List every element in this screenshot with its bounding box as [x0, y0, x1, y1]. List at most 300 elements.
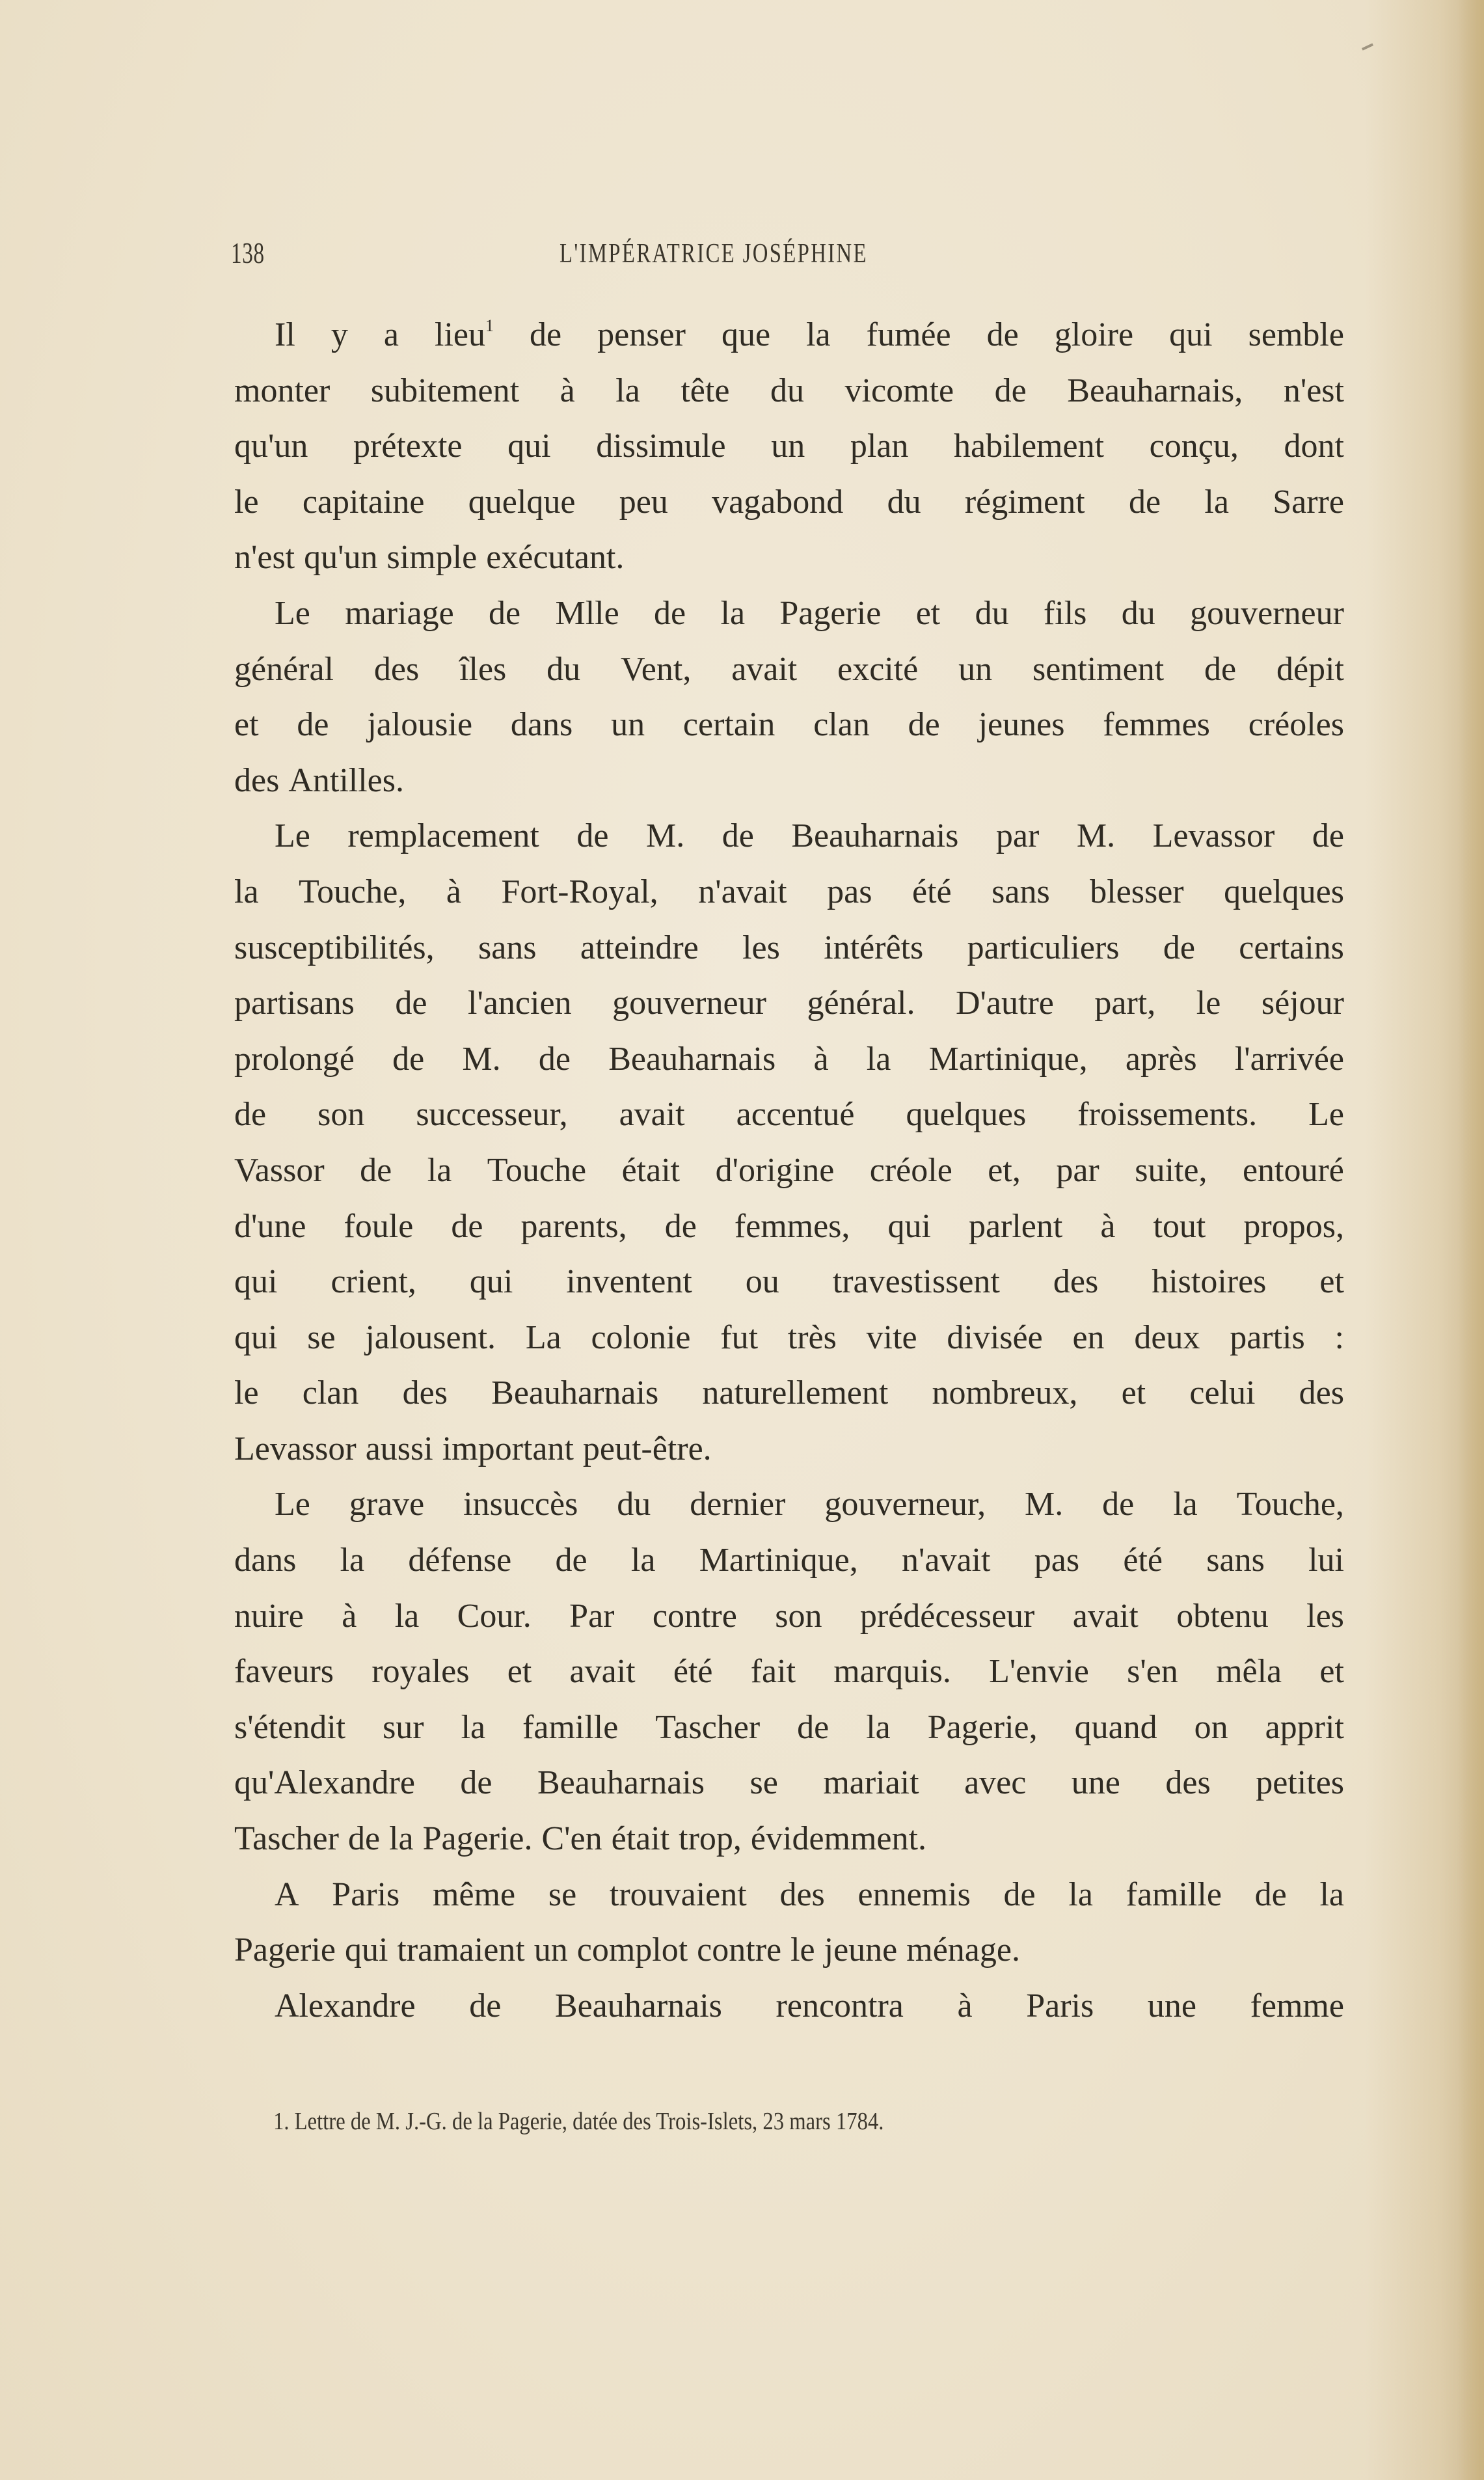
- word: Tascher: [655, 1708, 761, 1746]
- body-text: [234, 307, 1344, 2034]
- word: de: [654, 594, 686, 632]
- word: Fort-Royal,: [501, 873, 658, 910]
- word: Beauharnais: [791, 817, 959, 855]
- word: lieu$^1$: [435, 316, 494, 353]
- word: propos,: [1243, 1207, 1344, 1245]
- word: son: [317, 1096, 365, 1134]
- text-line: [234, 1143, 1344, 1199]
- word: nuire: [234, 1597, 304, 1635]
- word: sentiment: [1032, 650, 1165, 688]
- word: lui: [1308, 1542, 1344, 1579]
- word: et: [1319, 1263, 1344, 1301]
- word: plan: [850, 428, 909, 465]
- word: naturellement: [702, 1374, 889, 1412]
- word: prolongé: [234, 1040, 355, 1078]
- word: subitement: [370, 372, 520, 409]
- word: les: [742, 929, 780, 966]
- word: après: [1125, 1040, 1197, 1078]
- word: général.: [807, 985, 915, 1022]
- word: certains: [1239, 929, 1344, 966]
- word: et: [234, 706, 259, 744]
- text-line: [234, 1644, 1344, 1700]
- word: de: [1003, 1875, 1036, 1913]
- word: la: [1204, 483, 1229, 521]
- word: une: [1071, 1764, 1120, 1802]
- word: de: [297, 706, 329, 744]
- text-line: [234, 1254, 1344, 1310]
- word: Touche: [487, 1151, 587, 1189]
- word: parents,: [520, 1207, 627, 1245]
- word: royales: [371, 1653, 470, 1691]
- word: crient,: [331, 1263, 416, 1301]
- text-line: [234, 753, 1344, 809]
- word: important: [442, 1430, 574, 1467]
- text-line: [234, 1588, 1344, 1644]
- word: de: [469, 1987, 502, 2024]
- word: Sarre: [1273, 483, 1344, 521]
- text-line: [234, 1533, 1344, 1588]
- word: contre: [652, 1597, 737, 1635]
- text-line: [234, 474, 1344, 530]
- word: Touche,: [1236, 1486, 1344, 1523]
- word: Le: [1308, 1096, 1344, 1134]
- word: créole: [869, 1151, 952, 1189]
- word: qui: [469, 1263, 513, 1301]
- word: et: [507, 1653, 532, 1691]
- word: mêla: [1216, 1653, 1282, 1691]
- word: fut: [720, 1318, 759, 1356]
- word: deux: [1134, 1318, 1200, 1356]
- word: la: [427, 1151, 452, 1189]
- word: femme: [1250, 1987, 1344, 2024]
- word: la: [394, 1597, 420, 1635]
- word: la: [720, 594, 746, 632]
- word: de: [234, 1096, 267, 1134]
- word: Mlle: [555, 594, 619, 632]
- word: froissements.: [1077, 1096, 1258, 1134]
- word: peut-être.: [582, 1430, 712, 1467]
- word: la: [630, 1542, 656, 1579]
- word: conçu,: [1149, 428, 1239, 465]
- word: régiment: [964, 483, 1085, 521]
- text-line: [234, 1310, 1344, 1366]
- word: gouverneur: [1190, 594, 1344, 632]
- word: celui: [1189, 1374, 1256, 1412]
- word: avait: [569, 1653, 636, 1691]
- word: été: [912, 873, 952, 910]
- word: dissimule: [596, 428, 726, 465]
- word: jeune: [824, 1931, 898, 1969]
- word: la: [340, 1542, 365, 1579]
- word: :: [1334, 1318, 1344, 1356]
- word: aussi: [365, 1430, 433, 1467]
- word: ménage.: [906, 1931, 1020, 1969]
- word: avait: [731, 650, 798, 688]
- word: un: [958, 650, 993, 688]
- word: de: [576, 817, 609, 855]
- word: qu'Alexandre: [234, 1764, 415, 1802]
- word: la: [1068, 1875, 1093, 1913]
- text-line: [234, 307, 1344, 363]
- word: un: [533, 1931, 568, 1969]
- word: jalousie: [367, 706, 473, 744]
- word: gloire: [1054, 316, 1134, 353]
- word: le: [234, 1374, 259, 1412]
- word: se: [749, 1764, 778, 1802]
- word: d'origine: [715, 1151, 835, 1189]
- word: atteindre: [580, 929, 699, 966]
- word: avait: [619, 1096, 685, 1134]
- text-line: [234, 1922, 1344, 1978]
- word: de: [460, 1764, 492, 1802]
- word: et: [915, 594, 941, 632]
- word: fils: [1043, 594, 1087, 632]
- word: nombreux,: [932, 1374, 1078, 1412]
- page-edge-shadow: [1458, 0, 1484, 2480]
- word: à: [1100, 1207, 1116, 1245]
- word: entouré: [1242, 1151, 1344, 1189]
- word: dépit: [1276, 650, 1344, 688]
- word: de: [347, 1820, 381, 1858]
- word: gouverneur: [612, 985, 766, 1022]
- word: à: [813, 1040, 829, 1078]
- word: habilement: [954, 428, 1105, 465]
- word: divisée: [947, 1318, 1043, 1356]
- word: qui: [234, 1318, 278, 1356]
- word: que: [721, 316, 771, 353]
- word: suite,: [1135, 1151, 1207, 1189]
- word: Levassor: [234, 1430, 357, 1467]
- text-line: [234, 1700, 1344, 1756]
- word: trouvaient: [609, 1875, 747, 1913]
- text-line: [234, 586, 1344, 642]
- running-title: L'IMPÉRATRICE JOSÉPHINE: [560, 239, 868, 269]
- page-number: 138: [231, 236, 265, 269]
- word: à: [446, 873, 461, 910]
- word: et: [1121, 1374, 1146, 1412]
- word: travestissent: [832, 1263, 1000, 1301]
- word: d'une: [234, 1207, 306, 1245]
- word: Martinique,: [699, 1542, 858, 1579]
- word: partisans: [234, 985, 355, 1022]
- word: n'avait: [902, 1542, 991, 1579]
- word: D'autre: [956, 985, 1054, 1022]
- word: de: [1254, 1875, 1287, 1913]
- word: n'est: [1283, 372, 1344, 409]
- word: pas: [827, 873, 872, 910]
- word: ou: [745, 1263, 779, 1301]
- word: La: [525, 1318, 561, 1356]
- word: Vent,: [621, 650, 692, 688]
- word: Beauharnais: [608, 1040, 776, 1078]
- word: très: [787, 1318, 837, 1356]
- word: rencontra: [776, 1987, 904, 2024]
- word: en: [1072, 1318, 1105, 1356]
- word: quelque: [468, 483, 576, 521]
- word: M.: [646, 817, 685, 855]
- word: qui: [344, 1931, 388, 1969]
- word: de: [530, 316, 562, 353]
- word: Pagerie,: [927, 1708, 1038, 1746]
- word: son: [775, 1597, 822, 1635]
- word: général: [234, 650, 334, 688]
- word: parlent: [968, 1207, 1063, 1245]
- word: de: [395, 985, 427, 1022]
- word: de: [1163, 929, 1195, 966]
- word: la: [461, 1708, 486, 1746]
- word: des: [1165, 1764, 1211, 1802]
- word: ennemis: [857, 1875, 971, 1913]
- word: clan: [813, 706, 870, 744]
- word: était: [621, 1151, 681, 1189]
- word: Beauharnais,: [1067, 372, 1243, 409]
- text-line: [234, 1477, 1344, 1533]
- word: la: [1319, 1875, 1344, 1913]
- word: semble: [1248, 316, 1344, 353]
- word: C'en: [541, 1820, 602, 1858]
- word: n'est: [234, 539, 295, 577]
- word: de: [722, 817, 754, 855]
- word: un: [611, 706, 645, 744]
- word: Pagerie: [234, 1931, 336, 1969]
- text-line: [234, 363, 1344, 419]
- word: petites: [1256, 1764, 1344, 1802]
- word: Beauharnais: [491, 1374, 659, 1412]
- word: foule: [344, 1207, 414, 1245]
- text-line: [234, 920, 1344, 976]
- word: et,: [988, 1151, 1021, 1189]
- word: Martinique,: [928, 1040, 1088, 1078]
- word: Il: [275, 316, 295, 353]
- word: capitaine: [302, 483, 425, 521]
- word: se: [307, 1318, 336, 1356]
- word: blesser: [1090, 873, 1184, 910]
- word: s'étendit: [234, 1708, 346, 1746]
- word: la: [866, 1040, 891, 1078]
- word: trop,: [679, 1820, 742, 1858]
- word: famille: [522, 1708, 619, 1746]
- text-line: [234, 697, 1344, 753]
- word: prétexte: [353, 428, 463, 465]
- word: grave: [349, 1486, 425, 1523]
- word: Le: [275, 594, 310, 632]
- word: Touche,: [299, 873, 407, 910]
- text-line: [234, 1978, 1344, 2034]
- word: M.: [1025, 1486, 1064, 1523]
- word: le: [790, 1931, 815, 1969]
- word: femmes,: [734, 1207, 850, 1245]
- word: jalousent.: [365, 1318, 496, 1356]
- word: une: [1147, 1987, 1196, 2024]
- word: le: [234, 483, 259, 521]
- word: été: [1123, 1542, 1163, 1579]
- footnote: 1. Lettre de M. J.-G. de la Pagerie, datée des Trois-Islets, 23 mars 1784.: [273, 2108, 884, 2135]
- word: sans: [478, 929, 537, 966]
- word: sur: [383, 1708, 424, 1746]
- word: mariait: [823, 1764, 919, 1802]
- word: tête: [681, 372, 730, 409]
- word: remplacement: [347, 817, 539, 855]
- word: femmes: [1103, 706, 1210, 744]
- word: la: [389, 1820, 414, 1858]
- word: se: [548, 1875, 577, 1913]
- word: qui: [234, 1263, 278, 1301]
- word: de: [908, 706, 940, 744]
- word: a: [383, 316, 399, 353]
- word: jeunes: [978, 706, 1065, 744]
- word: Antilles.: [288, 761, 404, 799]
- word: particuliers: [967, 929, 1120, 966]
- word: Tascher: [234, 1820, 339, 1858]
- word: Beauharnais: [554, 1987, 722, 2024]
- word: du: [770, 372, 804, 409]
- word: pas: [1034, 1542, 1080, 1579]
- text-line: [234, 530, 1344, 586]
- word: l'arrivée: [1234, 1040, 1344, 1078]
- text-line: [234, 1811, 1344, 1867]
- word: qui: [507, 428, 551, 465]
- word: créoles: [1248, 706, 1344, 744]
- text-line: [234, 1365, 1344, 1421]
- word: vagabond: [712, 483, 844, 521]
- word: des: [234, 761, 280, 799]
- word: des: [1299, 1374, 1344, 1412]
- text-line: [234, 1087, 1344, 1143]
- word: A: [275, 1875, 299, 1913]
- word: exécutant.: [486, 539, 625, 577]
- word: quand: [1074, 1708, 1157, 1746]
- word: mariage: [345, 594, 454, 632]
- word: apprit: [1265, 1708, 1344, 1746]
- word: un: [771, 428, 805, 465]
- word: Par: [569, 1597, 615, 1635]
- word: de: [797, 1708, 830, 1746]
- word: fait: [750, 1653, 796, 1691]
- text-line: [234, 808, 1344, 864]
- word: de: [392, 1040, 425, 1078]
- word: de: [1128, 483, 1161, 521]
- text-line: [234, 418, 1344, 474]
- word: Paris: [1026, 1987, 1094, 2024]
- word: sans: [1206, 1542, 1265, 1579]
- word: îles: [459, 650, 507, 688]
- word: du: [975, 594, 1009, 632]
- word: dans: [234, 1542, 297, 1579]
- word: du: [1121, 594, 1155, 632]
- word: vite: [866, 1318, 917, 1356]
- word: du: [617, 1486, 651, 1523]
- word: Alexandre: [275, 1987, 416, 2024]
- word: qu'un: [234, 428, 308, 465]
- footnote-marker: 1: [485, 316, 494, 335]
- word: défense: [408, 1542, 512, 1579]
- text-line: [234, 1199, 1344, 1255]
- word: certain: [682, 706, 776, 744]
- word: à: [560, 372, 575, 409]
- word: histoires: [1152, 1263, 1267, 1301]
- word: prédécesseur: [859, 1597, 1035, 1635]
- word: monter: [234, 372, 331, 409]
- word: Cour.: [457, 1597, 532, 1635]
- word: des: [373, 650, 420, 688]
- word: par: [1056, 1151, 1100, 1189]
- word: colonie: [591, 1318, 691, 1356]
- word: de: [451, 1207, 483, 1245]
- word: qui: [887, 1207, 931, 1245]
- text-line: [234, 864, 1344, 920]
- text-line: [234, 975, 1344, 1031]
- word: peu: [619, 483, 668, 521]
- word: Levassor: [1152, 817, 1275, 855]
- word: et: [1319, 1653, 1344, 1691]
- word: clan: [302, 1374, 359, 1412]
- word: Le: [275, 1486, 310, 1523]
- word: marquis.: [833, 1653, 951, 1691]
- word: de: [986, 316, 1019, 353]
- word: M.: [462, 1040, 501, 1078]
- word: intérêts: [824, 929, 924, 966]
- word: la: [1173, 1486, 1198, 1523]
- word: l'ancien: [468, 985, 572, 1022]
- word: obtenu: [1176, 1597, 1269, 1635]
- word: Le: [275, 817, 310, 855]
- word: part,: [1094, 985, 1156, 1022]
- word: la: [234, 873, 259, 910]
- word: quelques: [1224, 873, 1344, 910]
- word: famille: [1126, 1875, 1222, 1913]
- word: susceptibilités,: [234, 929, 435, 966]
- word: dernier: [690, 1486, 786, 1523]
- word: excité: [837, 650, 919, 688]
- word: été: [673, 1653, 713, 1691]
- word: de: [1102, 1486, 1135, 1523]
- word: les: [1306, 1597, 1344, 1635]
- word: des: [779, 1875, 825, 1913]
- word: contre: [697, 1931, 782, 1969]
- word: insuccès: [463, 1486, 578, 1523]
- word: fumée: [866, 316, 951, 353]
- word: partis: [1230, 1318, 1305, 1356]
- word: des: [402, 1374, 448, 1412]
- word: gouverneur,: [824, 1486, 986, 1523]
- word: évidemment.: [750, 1820, 926, 1858]
- word: qui: [1169, 316, 1213, 353]
- word: inventent: [566, 1263, 692, 1301]
- word: Pagerie: [779, 594, 882, 632]
- word: la: [806, 316, 831, 353]
- word: de: [1204, 650, 1237, 688]
- word: Paris: [332, 1875, 400, 1913]
- word: tramaient: [397, 1931, 525, 1969]
- word: la: [615, 372, 640, 409]
- word: penser: [597, 316, 686, 353]
- word: simple: [386, 539, 478, 577]
- word: s'en: [1127, 1653, 1178, 1691]
- running-head: [231, 236, 1343, 275]
- word: de: [1312, 817, 1344, 855]
- word: séjour: [1261, 985, 1344, 1022]
- text-line: [234, 1421, 1344, 1477]
- word: du: [546, 650, 581, 688]
- word: du: [887, 483, 921, 521]
- word: le: [1196, 985, 1221, 1022]
- word: L'envie: [989, 1653, 1089, 1691]
- word: quelques: [906, 1096, 1027, 1134]
- word: dont: [1284, 428, 1344, 465]
- text-line: [234, 1031, 1344, 1087]
- word: Vassor: [234, 1151, 325, 1189]
- word: Pagerie.: [422, 1820, 533, 1858]
